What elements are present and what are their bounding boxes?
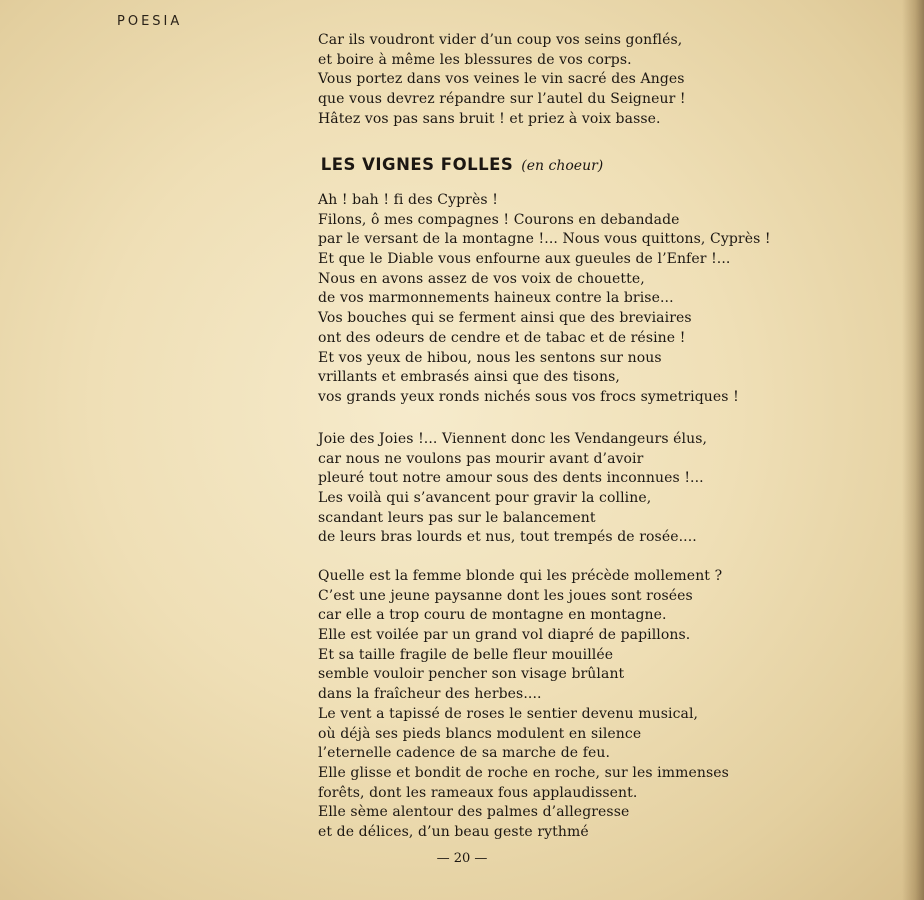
verse-line: par le versant de la montagne !... Nous vous quittons, Cyprès ! [318, 231, 771, 248]
verse-line: forêts, dont les rameaux fous applaudissent. [318, 784, 638, 801]
verse-line: Filons, ô mes compagnes ! Courons en debandade [318, 211, 680, 228]
verse-line: Elle glisse et bondit de roche en roche, sur les immenses [318, 764, 729, 781]
verse-line: scandant leurs pas sur le balancement [318, 509, 596, 526]
verse-line: et boire à même les blessures de vos corps. [318, 51, 632, 68]
verse-line: Et que le Diable vous enfourne aux gueules de l’Enfer !... [318, 251, 731, 268]
page-edge-shadow [902, 0, 924, 900]
verse-line: Hâtez vos pas sans bruit ! et priez à voix basse. [318, 110, 661, 127]
verse-line: Elle est voilée par un grand vol diapré de papillons. [318, 627, 691, 644]
verse-line: pleuré tout notre amour sous des dents inconnues !... [318, 470, 704, 487]
running-head: POESIA [117, 14, 183, 29]
section-subtitle: (en choeur) [521, 158, 604, 174]
verse-line: de vos marmonnements haineux contre la brise... [318, 290, 674, 307]
verse-line: Nous en avons assez de vos voix de chouette, [318, 270, 645, 287]
verse-line: car nous ne voulons pas mourir avant d’avoir [318, 450, 644, 467]
verse-line: où déjà ses pieds blancs modulent en silence [318, 725, 642, 742]
verse-line: dans la fraîcheur des herbes.... [318, 686, 542, 703]
verse-line: que vous devrez répandre sur l’autel du Seigneur ! [318, 91, 686, 108]
verse-line: Elle sème alentour des palmes d’allegresse [318, 804, 630, 821]
verse-line: Ah ! bah ! fi des Cyprès ! [318, 192, 498, 208]
verse-line: car elle a trop couru de montagne en montagne. [318, 607, 667, 624]
stanza-2 [318, 191, 771, 408]
verse-line: Le vent a tapissé de roses le sentier devenu musical, [318, 705, 699, 722]
section-title: LES VIGNES FOLLES [320, 155, 514, 174]
verse-line: l’eternelle cadence de sa marche de feu. [318, 745, 611, 762]
verse-line: Joie des Joies !... Viennent donc les Vendangeurs élus, [318, 431, 708, 447]
verse-line: Les voilà qui s’avancent pour gravir la colline, [318, 490, 652, 507]
stanza-1 [318, 31, 686, 129]
verse-line: Vos bouches qui se ferment ainsi que des breviaires [318, 310, 692, 327]
verse-line: Et sa taille fragile de belle fleur mouillée [318, 646, 614, 663]
stanza-3 [318, 430, 707, 548]
verse-line: Et vos yeux de hibou, nous les sentons sur nous [318, 349, 662, 366]
verse-line: vrillants et embrasés ainsi que des tisons, [318, 369, 620, 386]
verse-line: Vous portez dans vos veines le vin sacré des Anges [318, 71, 685, 88]
verse-line: C’est une jeune paysanne dont les joues sont rosées [318, 587, 693, 604]
page-number: — 20 — [436, 851, 488, 866]
verse-line: et de délices, d’un beau geste rythmé [318, 823, 589, 840]
verse-line: ont des odeurs de cendre et de tabac et de résine ! [318, 329, 686, 346]
verse-line: semble vouloir pencher son visage brûlant [318, 666, 625, 683]
verse-line: vos grands yeux ronds nichés sous vos frocs symetriques ! [318, 388, 739, 405]
verse-line: de leurs bras lourds et nus, tout trempés de rosée.... [318, 529, 697, 546]
stanza-4 [318, 567, 729, 843]
verse-line: Quelle est la femme blonde qui les précède mollement ? [318, 568, 723, 584]
section-heading [0, 155, 924, 174]
verse-line: Car ils voudront vider d’un coup vos seins gonflés, [318, 32, 683, 48]
